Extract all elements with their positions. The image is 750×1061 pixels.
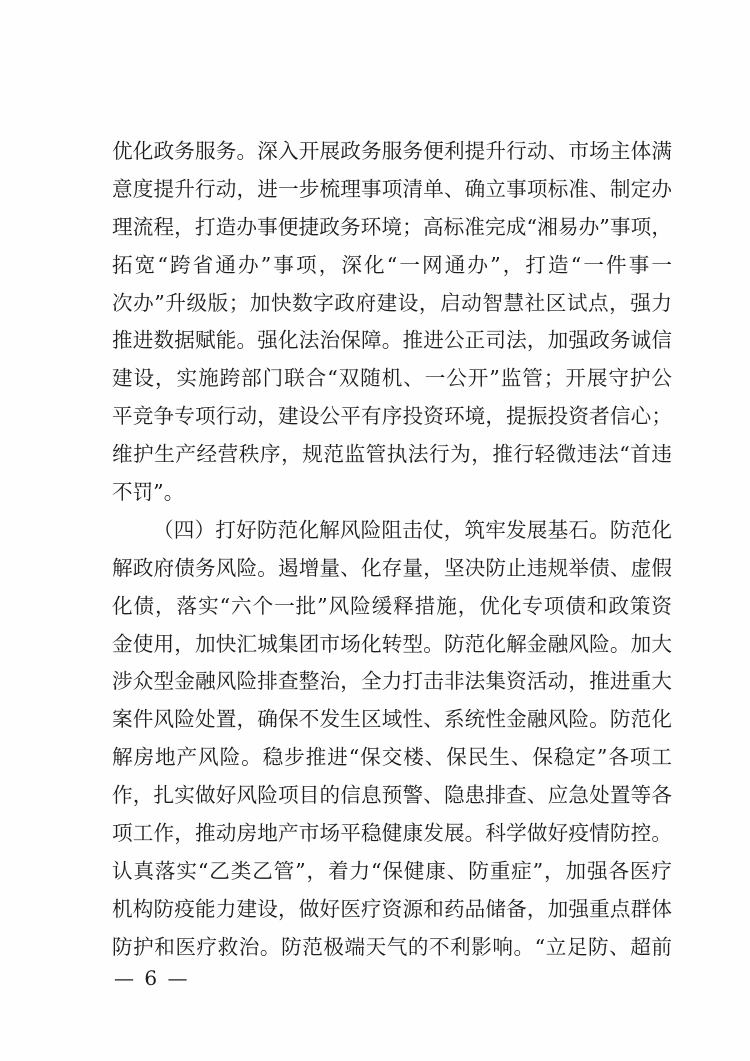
text-line: 解政府债务风险。遏增量、化存量，坚决防止违规举债、虚假 (112, 555, 672, 580)
text-line: 拓宽“跨省通办”事项，深化“一网通办”，打造“一件事一 (112, 252, 672, 277)
body-text (112, 133, 672, 967)
text-line: 化债，落实“六个一批”风险缓释措施，优化专项债和政策资 (112, 593, 672, 618)
text-line: 机构防疫能力建设，做好医疗资源和药品储备，加强重点群体 (112, 896, 672, 921)
text-line: 涉众型金融风险排查整治，全力打击非法集资活动，推进重大 (112, 669, 672, 694)
text-line: 意度提升行动，进一步梳理事项清单、确立事项标准、制定办 (112, 176, 672, 201)
text-line: 案件风险处置，确保不发生区域性、系统性金融风险。防范化 (112, 707, 672, 732)
text-line: 次办”升级版；加快数字政府建设，启动智慧社区试点，强力 (112, 290, 672, 315)
text-line: 平竞争专项行动，建设公平有序投资环境，提振投资者信心； (112, 404, 672, 429)
text-line: 优化政务服务。深入开展政务服务便利提升行动、市场主体满 (112, 139, 672, 163)
section-heading-line: （四）打好防范化解风险阻击仗，筑牢发展基石。防范化 (153, 517, 672, 542)
text-line: 维护生产经营秩序，规范监管执法行为，推行轻微违法“首违 (112, 442, 672, 467)
text-line: 理流程，打造办事便捷政务环境；高标准完成“湘易办”事项， (112, 214, 672, 239)
text-line: 金使用，加快汇城集团市场化转型。防范化解金融风险。加大 (112, 631, 672, 656)
text-line: 作，扎实做好风险项目的信息预警、隐患排查、应急处置等各 (112, 783, 672, 808)
text-line: 不罚”。 (112, 480, 185, 505)
text-line: 认真落实“乙类乙管”，着力“保健康、防重症”，加强各医疗 (112, 858, 672, 883)
text-line: 防护和医疗救治。防范极端天气的不利影响。“立足防、超前 (112, 934, 672, 959)
text-line: 推进数据赋能。强化法治保障。推进公正司法，加强政务诚信 (112, 328, 672, 353)
text-line: 建设，实施跨部门联合“双随机、一公开”监管；开展守护公 (112, 366, 672, 391)
text-line: 解房地产风险。稳步推进“保交楼、保民生、保稳定”各项工 (112, 745, 672, 770)
text-line: 项工作，推动房地产市场平稳健康发展。科学做好疫情防控。 (112, 821, 672, 846)
page-number: — 6 — (114, 966, 190, 990)
